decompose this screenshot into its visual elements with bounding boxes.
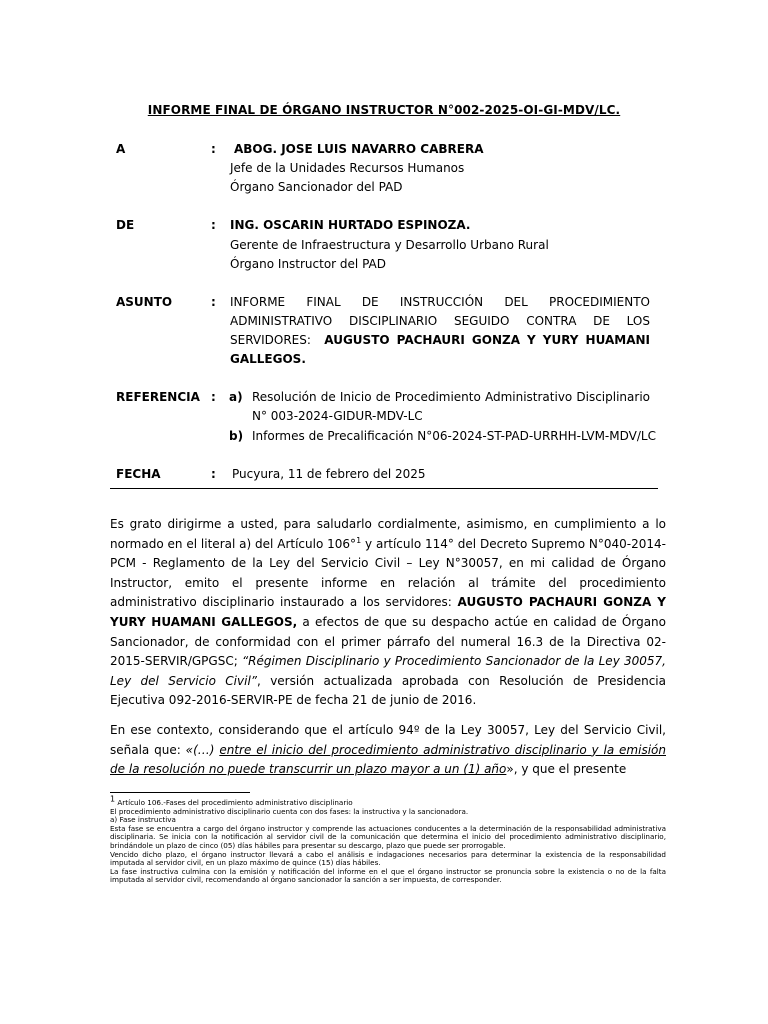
from-organ: Órgano Instructor del PAD (230, 257, 386, 271)
footnote-line-2: a) Fase instructiva (110, 815, 176, 825)
footnotes (110, 794, 666, 885)
from-colon: : (211, 218, 216, 232)
body-paragraph-1 (110, 515, 666, 711)
subject-label: ASUNTO (116, 295, 173, 309)
date-label: FECHA (116, 467, 161, 481)
date-value: Pucyura, 11 de febrero del 2025 (232, 467, 426, 481)
reference-a-line-2: N° 003-2024-GIDUR-MDV-LC (252, 409, 423, 423)
header-divider (110, 488, 658, 489)
footnote-ref-1[interactable]: 1 (356, 535, 362, 545)
footnote-marker: 1 (110, 794, 116, 804)
p1-server-names: AUGUSTO PACHAURI GONZA Y YURY HUAMANI GALLEGOS, (110, 595, 666, 629)
subject-line-2: ADMINISTRATIVO DISCIPLINARIO SEGUIDO CONTRA DE LOS (230, 314, 650, 328)
p2-quote: entre el inicio del procedimiento administrativo disciplinario y la emisión de la resolución no puede transcurrir un plazo mayor a un (1) año (110, 742, 666, 777)
p1-text-4: , versión actualizada aprobada con Resolución de Presidencia Ejecutiva 092-2016-SERVIR-PE de fecha 21 de junio de 2016. (110, 673, 666, 708)
to-position: Jefe de la Unidades Recursos Humanos (230, 161, 465, 175)
footnote-line-5: La fase instructiva culmina con la emisión y notificación del informe en el que el órgano instructor se pronuncia sobre la existencia o no de la falta imputada al servidor civil, recomendando al órgano sancionador la sanción a ser impuesta, de corresponder. (110, 866, 666, 885)
subject-line-3 (230, 331, 650, 351)
p2-quote-close: » (506, 762, 514, 777)
to-colon: : (211, 142, 216, 156)
footnote-line-1: El procedimiento administrativo disciplinario cuenta con dos fases: la instructiva y la sancionadora. (110, 806, 469, 816)
body-paragraph-2 (110, 721, 666, 780)
to-name: ABOG. JOSE LUIS NAVARRO CABRERA (234, 142, 484, 156)
footnote-line-3: Esta fase se encuentra a cargo del órgano instructor y comprende las actuaciones conducentes a la determinación de la responsabilidad administrativa disciplinaria. Se inicia con la notificación al servidor civil de la comunicación que determina el inicio del procedimiento administrativo disciplinario, brindándole un plazo de cinco (05) días hábiles para presentar su descargo, plazo que puede ser prorrogable. (110, 823, 666, 850)
reference-a-marker: a) (229, 390, 243, 404)
from-position: Gerente de Infraestructura y Desarrollo Urbano Rural (230, 238, 549, 252)
subject-line-1: INFORME FINAL DE INSTRUCCIÓN DEL PROCEDIMIENTO (230, 295, 650, 309)
subject-line-4: GALLEGOS. (230, 352, 306, 366)
reference-b-marker: b) (229, 429, 244, 443)
reference-label: REFERENCIA (116, 390, 200, 404)
reference-colon: : (211, 390, 216, 404)
footnote-divider (110, 792, 250, 793)
p1-text-2: y artículo 114° del Decreto Supremo N°040-2014-PCM - Reglamento de la Ley del Servicio Civil – Ley N°30057, en mi calidad de Órgano Instructor, emito el presente informe en relación al trámite del procedimiento administrativo disciplinario instaurado a los servidores: (110, 536, 666, 610)
footnote-heading-text: Artículo 106.-Fases del procedimiento administrativo disciplinario (115, 798, 353, 807)
date-colon: : (211, 467, 216, 481)
p2-quote-open: «(…) (185, 742, 220, 757)
reference-b-text: Informes de Precalificación N°06-2024-ST-PAD-URRHH-LVM-MDV/LC (252, 429, 656, 443)
to-organ: Órgano Sancionador del PAD (230, 180, 403, 194)
p1-directive-title: “Régimen Disciplinario y Procedimiento Sancionador de la Ley 30057, Ley del Servicio Civil” (110, 654, 666, 688)
subject-servers-names: AUGUSTO PACHAURI GONZA Y YURY HUAMANI (324, 333, 650, 347)
reference-a-line-1: Resolución de Inicio de Procedimiento Administrativo Disciplinario (252, 390, 650, 404)
p1-text-3: a efectos de que su despacho actúe en calidad de Órgano Sancionador, de conformidad con el primer párrafo del numeral 16.3 de la Directiva 02-2015-SERVIR/GPGSC; (110, 614, 667, 669)
subject-servers-prefix: SERVIDORES: (230, 333, 311, 347)
from-name: ING. OSCARIN HURTADO ESPINOZA. (230, 218, 471, 232)
subject-colon: : (211, 295, 216, 309)
p2-text-2: , y que el presente (513, 762, 627, 777)
p2-text-1: En ese contexto, considerando que el artículo 94º de la Ley 30057, Ley del Servicio Civil, señala que: (110, 723, 666, 757)
footnote-line-4: Vencido dicho plazo, el órgano instructor llevará a cabo el análisis e indagaciones necesarios para determinar la existencia de la responsabilidad imputada al servidor civil, en un plazo máximo de quince (15) días hábiles. (110, 849, 666, 868)
from-label: DE (116, 218, 135, 232)
to-label: A (116, 142, 126, 156)
p1-text-1: Es grato dirigirme a usted, para saludarlo cordialmente, asimismo, en cumplimiento a lo normado en el literal a) del Artículo 106° (110, 517, 666, 551)
document-title: INFORME FINAL DE ÓRGANO INSTRUCTOR N°002-2025-OI-GI-MDV/LC. (147, 103, 621, 117)
